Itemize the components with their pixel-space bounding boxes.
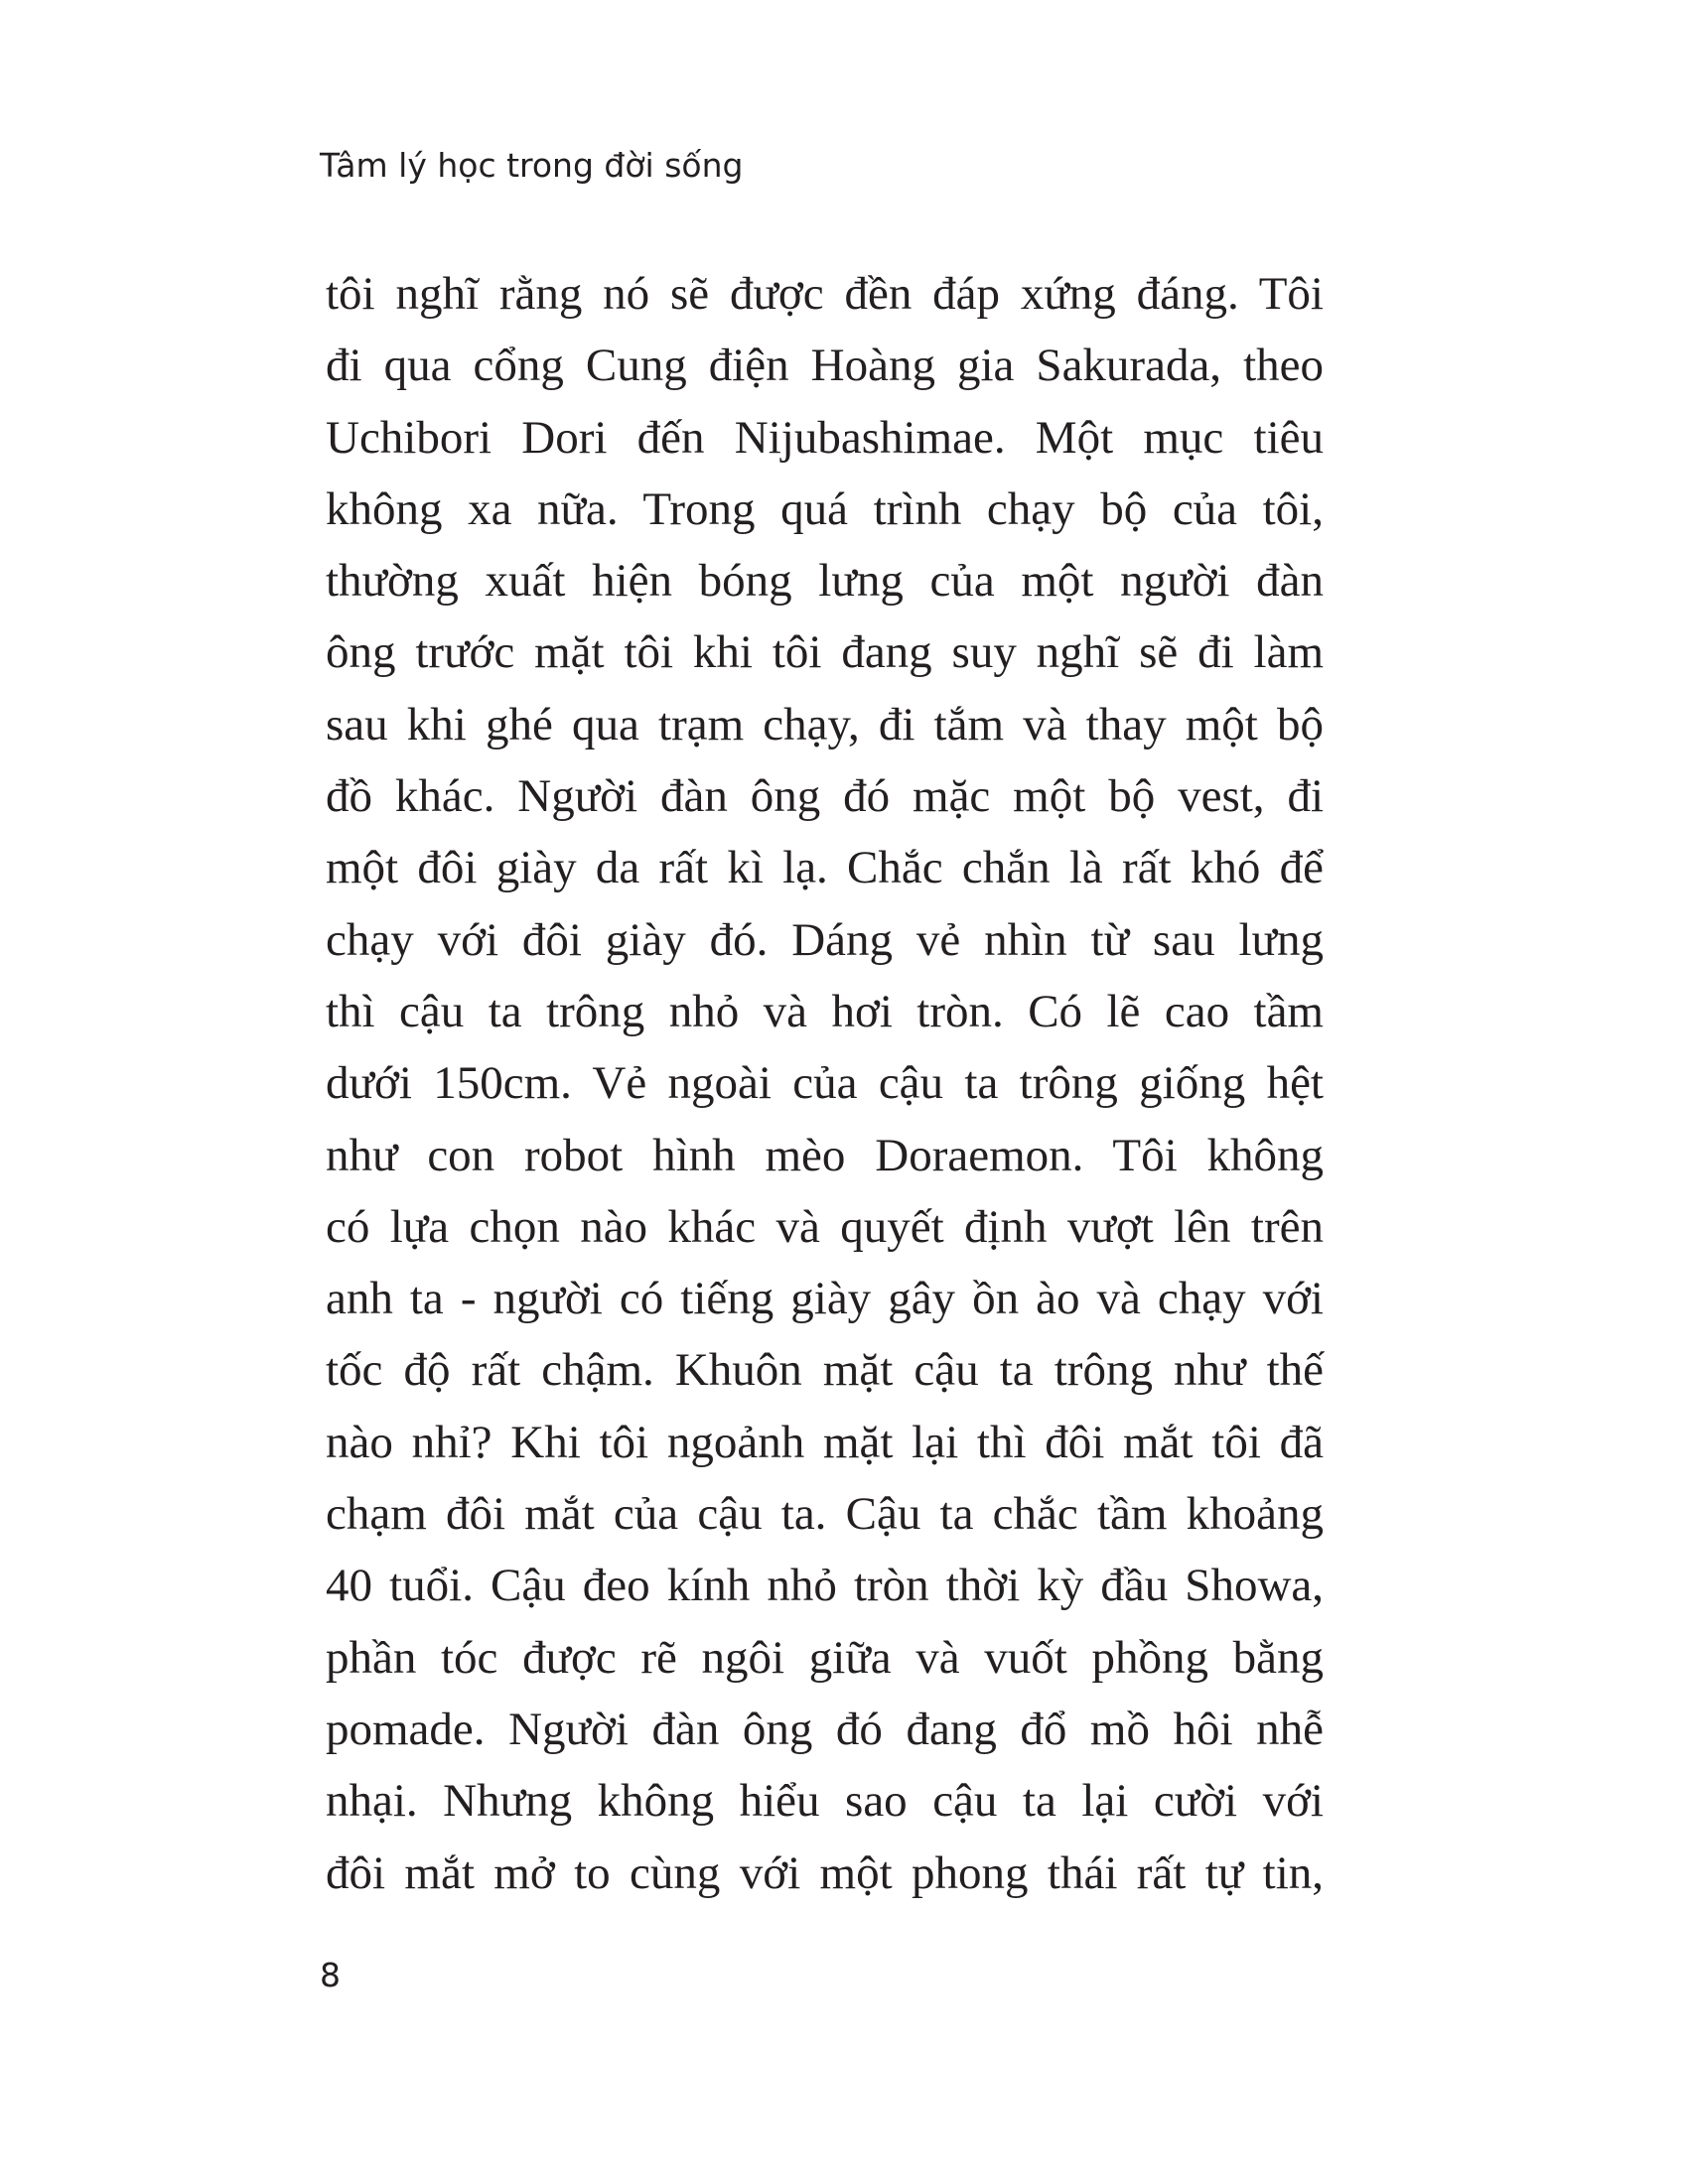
text-line: không xa nữa. Trong quá trình chạy bộ của tôi, [326,482,1324,535]
body-text [326,258,1324,1909]
page-number: 8 [320,1956,341,1994]
text-line: như con robot hình mèo Doraemon. Tôi không [326,1129,1324,1181]
text-line: đồ khác. Người đàn ông đó mặc một bộ vest, đi [326,770,1324,823]
text-line: tốc độ rất chậm. Khuôn mặt cậu ta trông như thế [326,1344,1324,1397]
text-line: chạm đôi mắt của cậu ta. Cậu ta chắc tầm khoảng [326,1488,1324,1541]
text-line: thường xuất hiện bóng lưng của một người đàn [326,555,1324,608]
text-line: nhại. Nhưng không hiểu sao cậu ta lại cười với [326,1775,1324,1828]
text-line: tôi nghĩ rằng nó sẽ được đền đáp xứng đáng. Tôi [326,268,1324,320]
text-line: sau khi ghé qua trạm chạy, đi tắm và thay một bộ [326,698,1324,751]
text-line: 40 tuổi. Cậu đeo kính nhỏ tròn thời kỳ đầu Showa, [326,1560,1324,1612]
text-line: có lựa chọn nào khác và quyết định vượt lên trên [326,1200,1324,1253]
text-line: phần tóc được rẽ ngôi giữa và vuốt phồng bằng [326,1631,1324,1684]
text-line: một đôi giày da rất kì lạ. Chắc chắn là rất khó để [326,842,1324,894]
text-line: đi qua cổng Cung điện Hoàng gia Sakurada, theo [326,340,1324,392]
text-line: đôi mắt mở to cùng với một phong thái rất tự tin, [326,1846,1324,1899]
running-header: Tâm lý học trong đời sống [320,146,744,185]
text-line: ông trước mặt tôi khi tôi đang suy nghĩ sẽ đi làm [326,626,1324,679]
text-line: chạy với đôi giày đó. Dáng vẻ nhìn từ sau lưng [326,913,1324,966]
text-line: dưới 150cm. Vẻ ngoài của cậu ta trông giống hệt [326,1057,1324,1110]
text-line: thì cậu ta trông nhỏ và hơi tròn. Có lẽ cao tầm [326,985,1324,1037]
text-line: anh ta - người có tiếng giày gây ồn ào và chạy với [326,1273,1324,1325]
text-line: nào nhỉ? Khi tôi ngoảnh mặt lại thì đôi mắt tôi đã [326,1416,1324,1468]
text-line: Uchibori Dori đến Nijubashimae. Một mục tiêu [326,411,1324,464]
text-line: pomade. Người đàn ông đó đang đổ mồ hôi nhễ [326,1703,1324,1755]
